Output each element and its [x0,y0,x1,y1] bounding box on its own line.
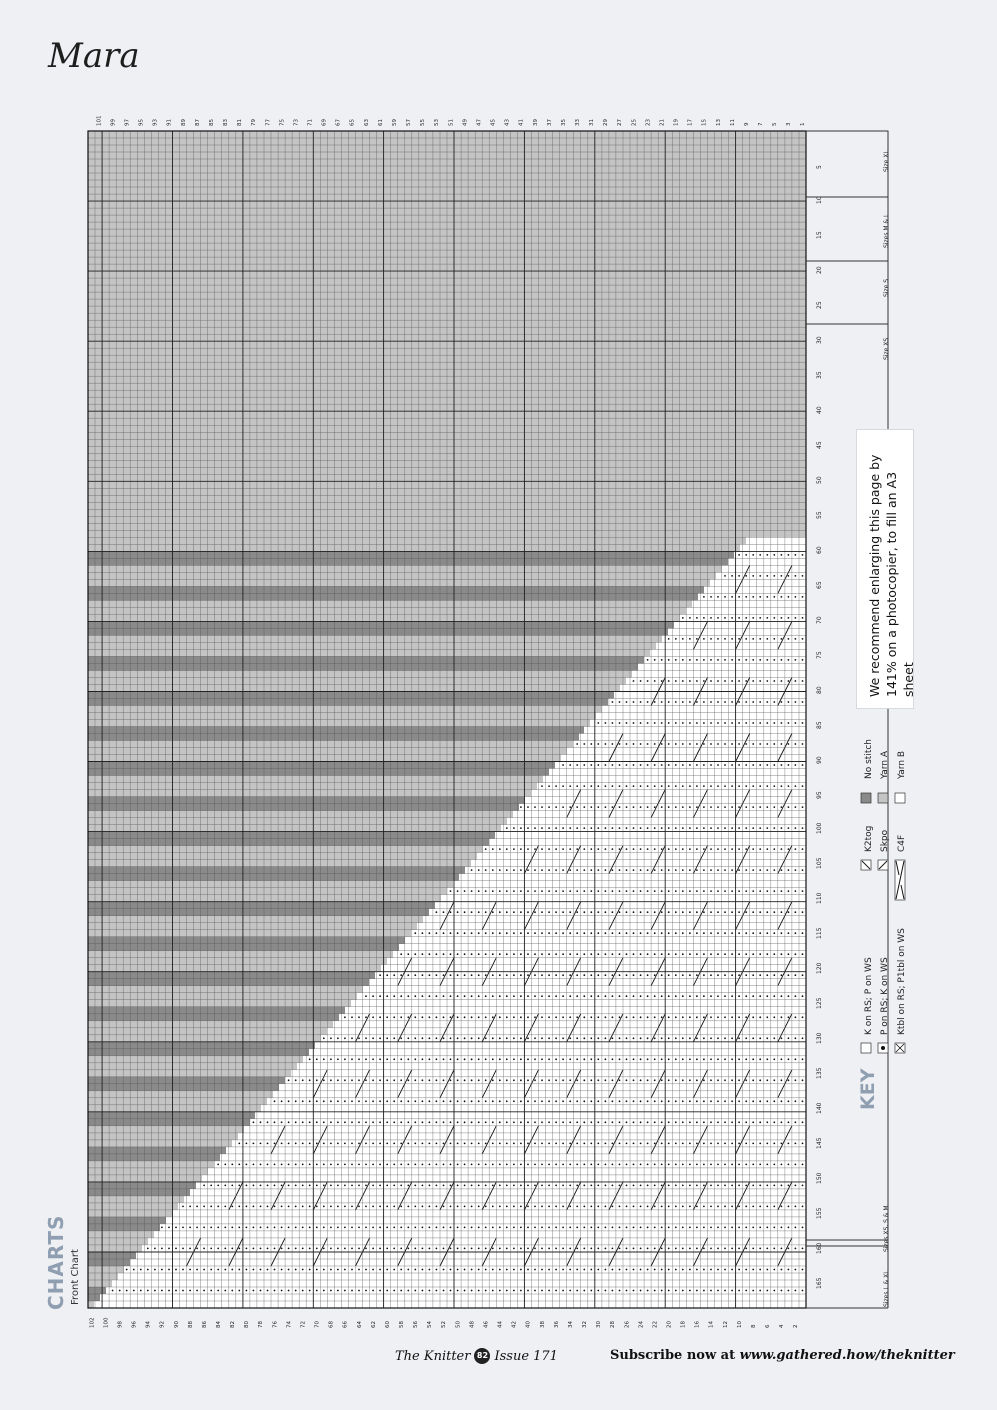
top-column-number: 9 [743,122,750,126]
row-number: 90 [816,756,823,764]
top-column-number: 67 [335,119,342,126]
top-column-number: 79 [251,119,258,126]
top-column-number: 57 [406,119,413,126]
bottom-column-number: 90 [173,1321,180,1328]
top-column-number: 51 [448,119,455,126]
top-column-number: 85 [208,119,215,126]
p-dot [881,1046,885,1050]
footer-subscribe [610,1348,955,1363]
top-column-number: 97 [124,119,131,126]
key-label-c4f: C4F [897,834,907,852]
top-column-number: 71 [307,119,314,126]
bottom-column-number: 84 [215,1321,222,1328]
row-number: 100 [816,822,823,834]
footer-magazine [395,1348,558,1364]
row-number: 135 [816,1067,823,1079]
top-column-number: 11 [729,119,736,126]
key-label-k: K on RS; P on WS [864,957,874,1035]
row-number: 40 [816,406,823,414]
top-column-number: 21 [659,119,666,126]
top-column-number: 87 [194,119,201,126]
bottom-column-number: 44 [497,1321,504,1328]
size-label-xs-s-m: Sizes XS, S & M [883,1205,890,1252]
top-column-number: 43 [504,119,511,126]
bottom-column-number: 20 [666,1321,673,1328]
row-number: 125 [816,997,823,1009]
page-title: Mara [48,36,140,76]
bottom-column-number: 86 [201,1321,208,1328]
row-number: 70 [816,616,823,624]
bottom-column-number: 12 [722,1321,729,1328]
no-stitch-swatch [861,793,871,803]
row-number: 130 [816,1032,823,1044]
top-column-number: 33 [574,119,581,126]
top-column-number: 35 [560,119,567,126]
size-label-m-l: Sizes M & L [883,213,890,248]
bottom-column-number: 96 [131,1321,138,1328]
row-number: 105 [816,857,823,869]
bottom-column-number: 92 [159,1321,166,1328]
top-column-number: 39 [532,119,539,126]
top-column-number: 19 [673,119,680,126]
key-label-ktbl: Ktbl on RS; P1tbl on WS [897,928,907,1035]
key-label-yarn-b: Yarn B [897,750,907,779]
yarn-a-swatch [878,793,888,803]
top-column-number: 29 [603,119,610,126]
row-number: 50 [816,476,823,484]
row-number: 20 [816,266,823,274]
top-column-number: 31 [589,119,596,126]
magazine-name: The Knitter [395,1348,471,1364]
bottom-column-number: 18 [680,1321,687,1328]
row-number: 10 [816,196,823,204]
bottom-column-number: 80 [244,1321,251,1328]
size-label-s: Size S [883,278,890,297]
row-number: 25 [816,301,823,309]
top-column-number: 93 [152,119,159,126]
top-column-number: 65 [349,119,356,126]
top-column-number: 3 [786,122,793,126]
charts-heading: CHARTS [44,1214,68,1310]
row-number: 35 [816,371,823,379]
bottom-column-number: 50 [455,1321,462,1328]
bottom-column-number: 70 [314,1321,321,1328]
top-column-number: 25 [631,119,638,126]
top-column-number: 73 [293,119,300,126]
row-number: 150 [816,1172,823,1184]
top-column-number: 61 [377,119,384,126]
row-number: 155 [816,1207,823,1219]
top-column-number: 49 [462,119,469,126]
top-column-number: 45 [490,119,497,126]
bottom-column-number: 42 [511,1321,518,1328]
top-column-number: 37 [546,119,553,126]
top-column-number: 41 [518,119,525,126]
row-number: 45 [816,441,823,449]
top-column-number: 91 [166,119,173,126]
row-number: 5 [816,165,823,169]
row-number: 115 [816,927,823,939]
bottom-column-number: 26 [624,1321,631,1328]
issue-number: Issue 171 [494,1348,558,1364]
row-number: 160 [816,1242,823,1254]
key-label-yarn-a: Yarn A [880,750,890,779]
bottom-column-number: 68 [328,1321,335,1328]
top-column-number: 89 [180,119,187,126]
row-number: 165 [816,1277,823,1289]
row-number: 55 [816,511,823,519]
bottom-column-number: 66 [342,1321,349,1328]
k-symbol [861,1043,871,1053]
row-number: 145 [816,1137,823,1149]
bottom-column-number: 102 [89,1317,96,1328]
top-column-number: 83 [223,119,230,126]
row-number: 95 [816,791,823,799]
bottom-column-number: 28 [610,1321,617,1328]
size-label-xl: Size XL [883,150,890,172]
top-column-number: 81 [237,119,244,126]
top-column-number: 101 [96,115,103,126]
bottom-column-number: 4 [779,1324,786,1328]
bottom-column-number: 48 [469,1321,476,1328]
bottom-column-number: 36 [553,1321,560,1328]
bottom-column-number: 88 [187,1321,194,1328]
row-number: 120 [816,962,823,974]
top-column-number: 7 [758,122,765,126]
size-label-xs: Size XS [883,337,890,360]
top-column-number: 13 [715,119,722,126]
top-column-number: 17 [687,119,694,126]
top-column-number: 15 [701,119,708,126]
row-number: 80 [816,686,823,694]
bottom-column-number: 74 [286,1321,293,1328]
bottom-column-number: 64 [356,1321,363,1328]
row-number: 110 [816,892,823,904]
top-column-number: 55 [420,119,427,126]
bottom-column-number: 16 [694,1321,701,1328]
bottom-column-number: 54 [427,1321,434,1328]
bottom-column-number: 22 [652,1321,659,1328]
bottom-column-number: 8 [750,1324,757,1328]
top-column-number: 53 [434,119,441,126]
page-number: 82 [474,1348,490,1364]
top-column-number: 27 [617,119,624,126]
bottom-column-number: 98 [117,1321,124,1328]
bottom-column-number: 52 [441,1321,448,1328]
size-label-l-xl: Sizes L & XL [883,1270,890,1307]
bottom-column-number: 76 [272,1321,279,1328]
bottom-column-number: 2 [793,1324,800,1328]
bottom-column-number: 82 [230,1321,237,1328]
row-number: 75 [816,651,823,659]
bottom-column-number: 72 [300,1321,307,1328]
bottom-column-number: 78 [258,1321,265,1328]
row-number: 85 [816,721,823,729]
top-column-number: 95 [138,119,145,126]
bottom-column-number: 60 [384,1321,391,1328]
top-column-number: 1 [800,122,807,126]
key-heading: KEY [857,1068,879,1110]
top-column-number: 23 [645,119,652,126]
key-label-k2tog: K2tog [864,825,874,852]
top-column-number: 47 [476,119,483,126]
bottom-column-number: 46 [483,1321,490,1328]
row-number: 140 [816,1102,823,1114]
top-column-number: 5 [772,122,779,126]
top-column-number: 75 [279,119,286,126]
bottom-column-number: 14 [708,1321,715,1328]
bottom-column-number: 58 [399,1321,406,1328]
bottom-column-number: 6 [765,1324,772,1328]
top-column-number: 63 [363,119,370,126]
row-number: 30 [816,336,823,344]
bottom-column-number: 30 [596,1321,603,1328]
row-number: 15 [816,231,823,239]
top-column-number: 99 [110,119,117,126]
bottom-column-number: 40 [525,1321,532,1328]
front-chart-label: Front Chart [70,1249,81,1305]
row-number: 65 [816,581,823,589]
key-label-no-stitch: No stitch [864,739,874,779]
bottom-column-number: 100 [103,1317,110,1328]
top-column-number: 77 [265,119,272,126]
enlarge-note: We recommend enlarging this page by 141% on a photocopier, to fill an A3 sheet [867,454,916,697]
bottom-column-number: 94 [145,1321,152,1328]
key-label-p: P on RS; K on WS [880,957,890,1035]
bottom-column-number: 62 [370,1321,377,1328]
bottom-column-number: 32 [582,1321,589,1328]
top-column-number: 59 [391,119,398,126]
top-column-number: 69 [321,119,328,126]
bottom-column-number: 24 [638,1321,645,1328]
subscribe-url[interactable]: www.gathered.how/theknitter [739,1348,955,1363]
bottom-column-number: 34 [567,1321,574,1328]
yarn-b-swatch [895,793,905,803]
bottom-column-number: 38 [539,1321,546,1328]
bottom-column-number: 10 [736,1321,743,1328]
subscribe-text: Subscribe now at [610,1348,736,1363]
key-label-skpo: Skpo [880,829,890,852]
row-number: 60 [816,546,823,554]
bottom-column-number: 56 [413,1321,420,1328]
